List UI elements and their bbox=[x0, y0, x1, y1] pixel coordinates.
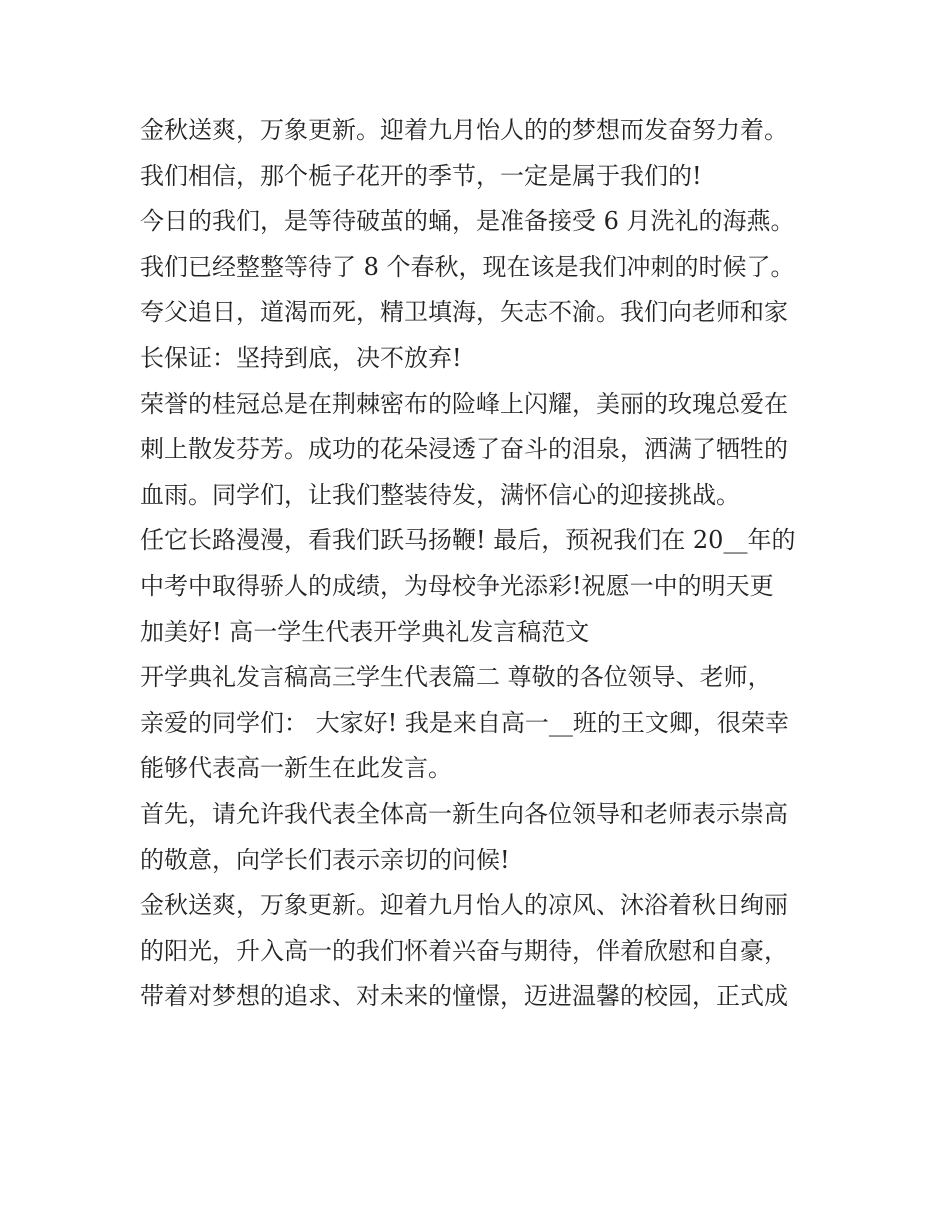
text-line: 我们已经整整等待了 8 个春秋，现在该是我们冲刺的时候了。 bbox=[140, 252, 795, 281]
text-line: 任它长路漫漫，看我们跃马扬鞭! 最后，预祝我们在 20__年的 bbox=[140, 526, 796, 555]
text-line: 今日的我们，是等待破茧的蛹，是准备接受 6 月洗礼的海燕。 bbox=[140, 207, 795, 236]
text-line: 夸父追日，道渴而死，精卫填海，矢志不渝。我们向老师和家 bbox=[140, 298, 788, 327]
document-body bbox=[140, 108, 830, 1020]
text-line: 能够代表高一新生在此发言。 bbox=[140, 754, 452, 783]
text-line: 首先，请允许我代表全体高一新生向各位领导和老师表示崇高 bbox=[140, 799, 788, 828]
text-line: 金秋送爽，万象更新。迎着九月怡人的凉风、沐浴着秋日绚丽 bbox=[140, 891, 788, 920]
text-line: 荣誉的桂冠总是在荆棘密布的险峰上闪耀，美丽的玫瑰总爱在 bbox=[140, 389, 788, 418]
text-line: 中考中取得骄人的成绩，为母校争光添彩!祝愿一中的明天更 bbox=[140, 571, 774, 600]
text-line: 加美好! 高一学生代表开学典礼发言稿范文 bbox=[140, 617, 590, 646]
text-line: 长保证：坚持到底，决不放弃! bbox=[140, 343, 462, 372]
text-line: 开学典礼发言稿高三学生代表篇二 尊敬的各位领导、老师， bbox=[140, 663, 772, 692]
text-line: 刺上散发芬芳。成功的花朵浸透了奋斗的泪泉，洒满了牺牲的 bbox=[140, 435, 788, 464]
text-line: 带着对梦想的追求、对未来的憧憬，迈进温馨的校园，正式成 bbox=[140, 982, 788, 1011]
text-line: 我们相信，那个栀子花开的季节，一定是属于我们的! bbox=[140, 161, 702, 190]
text-line: 的敬意，向学长们表示亲切的问候! bbox=[140, 845, 510, 874]
text-line: 亲爱的同学们： 大家好! 我是来自高一__班的王文卿，很荣幸 bbox=[140, 708, 789, 737]
text-line: 的阳光，升入高一的我们怀着兴奋与期待，伴着欣慰和自豪， bbox=[140, 936, 788, 965]
text-line: 金秋送爽，万象更新。迎着九月怡人的的梦想而发奋努力着。 bbox=[140, 116, 788, 144]
text-line: 血雨。同学们，让我们整装待发，满怀信心的迎接挑战。 bbox=[140, 480, 740, 509]
